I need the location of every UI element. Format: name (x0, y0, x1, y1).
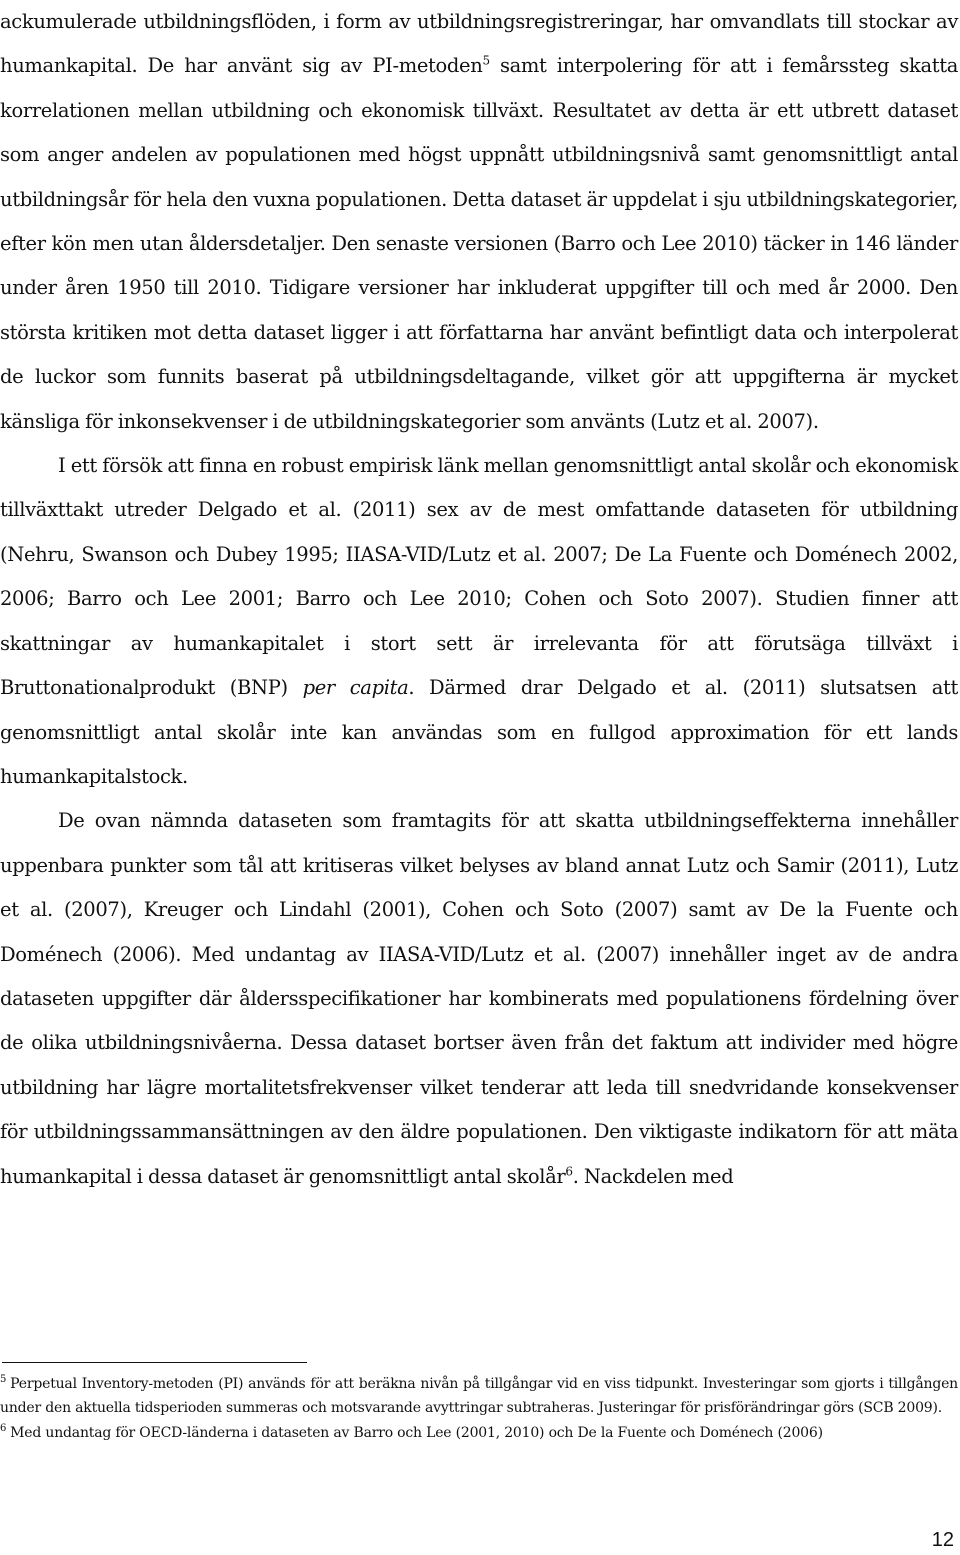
footnote-6-number: 6 (0, 1422, 7, 1434)
footnote-ref-5: 5 (482, 53, 490, 68)
footnote-6 (0, 1421, 958, 1445)
paragraph-2-text-a: I ett försök att finna en robust empirisk länk mellan genomsnittligt antal skolår och ekonomisk tillväxttakt utreder Delgado et al. (2011) sex av de mest omfattande dataseten för utbildning (Nehru, Swanson och Dubey 1995; IIASA-VID/Lutz et al. 2007; De La Fuente och Doménech 2002, 2006; Barro och Lee 2001; Barro och Lee 2010; Cohen och Soto 2007). Studien finner att skattningar av humankapitalet i stort sett är irrelevanta för att förutsäga tillväxt i Bruttonationalprodukt (BNP) (0, 454, 958, 700)
paragraph-3-text-a: De ovan nämnda dataseten som framtagits för att skatta utbildningseffekterna innehåller uppenbara punkter som tål att kritiseras vilket belyses av bland annat Lutz och Samir (2011), Lutz et al. (2007), Kreuger och Lindahl (2001), Cohen och Soto (2007) samt av De la Fuente och Doménech (2006). Med undantag av IIASA-VID/Lutz et al. (2007) innehåller inget av de andra dataseten uppgifter där åldersspecifikationer har kombinerats med populationens fördelning över de olika utbildningsnivåerna. Dessa dataset bortser även från det faktum att individer med högre utbildning har lägre mortalitetsfrekvenser vilket tenderar att leda till snedvridande konsekvenser för utbildningssammansättningen av den äldre populationen. Den viktigaste indikatorn för att mäta humankapital i dessa dataset är genomsnittligt antal skolår (0, 809, 958, 1188)
paragraph-2-text-b: . Därmed drar Delgado et al. (2011) slutsatsen att genomsnittligt antal skolår inte kan användas som en fullgod approximation för ett lands humankapitalstock. (0, 676, 958, 788)
page-number: 12 (931, 1529, 954, 1551)
footnote-5-number: 5 (0, 1374, 7, 1386)
paragraph-1 (0, 0, 958, 444)
footnote-6-text: Med undantag för OECD-länderna i dataseten av Barro och Lee (2001, 2010) och De la Fuente och Doménech (2006) (10, 1424, 823, 1441)
footnotes (0, 1372, 958, 1445)
paragraph-3-text-b: . Nackdelen med (572, 1164, 734, 1188)
footnote-ref-6: 6 (565, 1164, 573, 1179)
paragraph-1-text-a: ackumulerade utbildningsflöden, i form av utbildningsregistreringar, har omvandlats till stockar av humankapital. De har använt sig av PI-metoden (0, 10, 958, 78)
footnote-5 (0, 1372, 958, 1421)
paragraph-2-italic: per capita (302, 676, 409, 700)
paragraph-2 (0, 444, 958, 799)
footnote-5-text: Perpetual Inventory-metoden (PI) används för att beräkna nivån på tillgångar vid en viss tidpunkt. Investeringar som gjorts i tillgången under den aktuella tidsperioden summeras och motsvarande avyttringar subtraheras. Justeringar för prisförändringar görs (SCB 2009). (0, 1376, 958, 1417)
footnote-separator (2, 1362, 307, 1363)
paragraph-1-text-b: samt interpolering för att i femårssteg skatta korrelationen mellan utbildning och ekonomisk tillväxt. Resultatet av detta är ett utbrett dataset som anger andelen av populationen med högst uppnått utbildningsnivå samt genomsnittligt antal utbildningsår för hela den vuxna populationen. Detta dataset är uppdelat i sju utbildningskategorier, efter kön men utan åldersdetaljer. Den senaste versionen (Barro och Lee 2010) täcker in 146 länder under åren 1950 till 2010. Tidigare versioner har inkluderat uppgifter till och med år 2000. Den största kritiken mot detta dataset ligger i att författarna har använt befintligt data och interpolerat de luckor som funnits baserat på utbildningsdeltagande, vilket gör att uppgifterna är mycket känsliga för inkonsekvenser i de utbildningskategorier som använts (Lutz et al. 2007). (0, 54, 958, 433)
paragraph-3 (0, 799, 958, 1199)
